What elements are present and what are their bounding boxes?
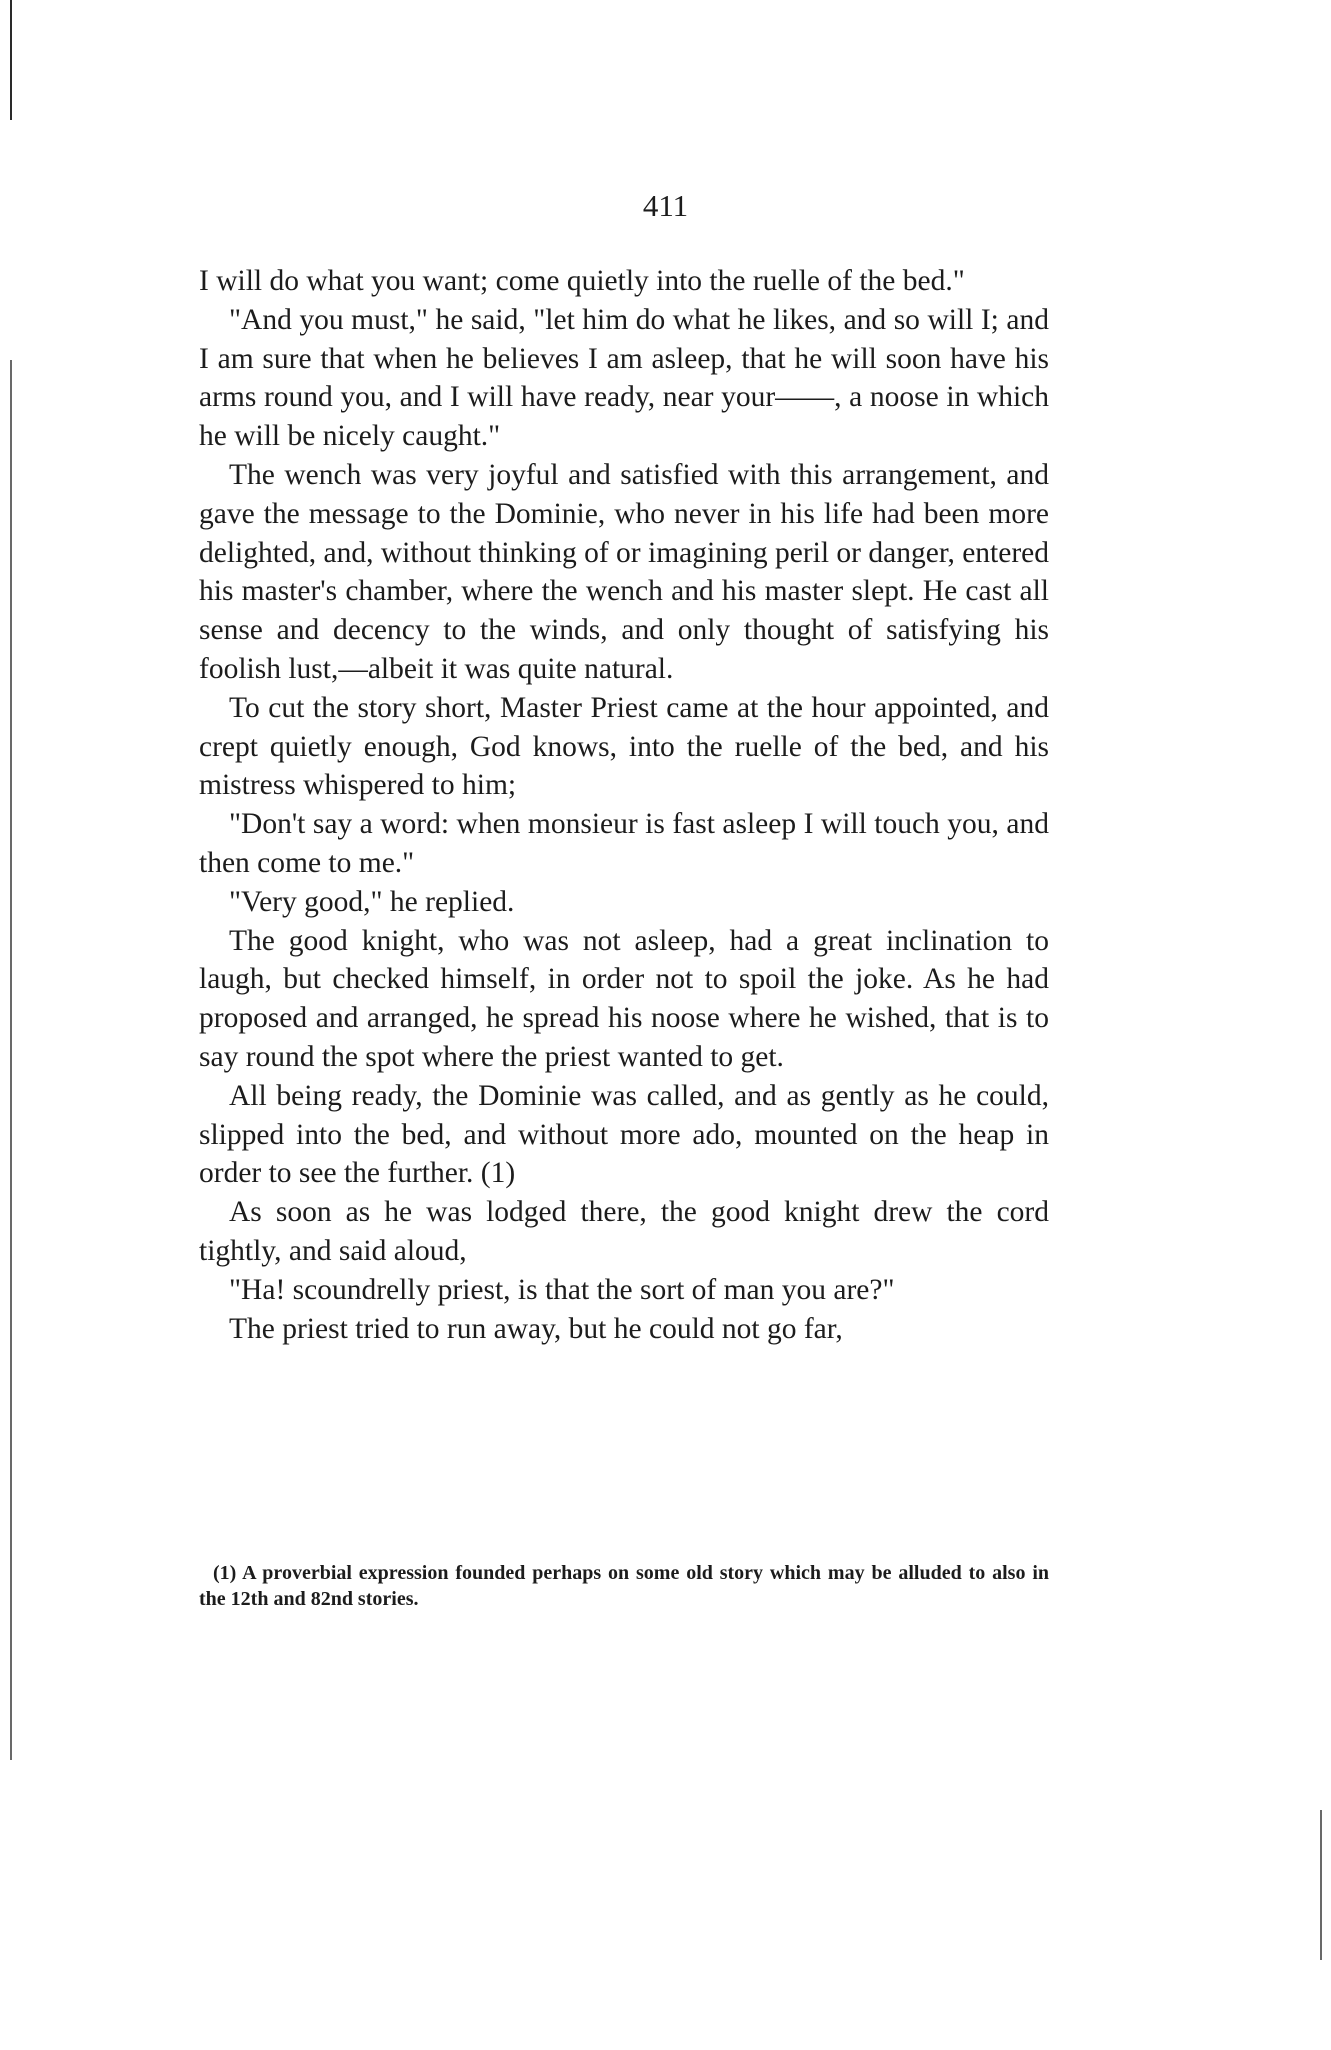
paragraph-4: To cut the story short, Master Priest came at the hour appointed, and crept quietly enough, God knows, into the ruelle of the bed, and his mistress whispered to him;: [199, 691, 1049, 802]
paragraph-11: The priest tried to run away, but he could not go far,: [229, 1312, 843, 1345]
right-scan-edge: [1320, 1810, 1322, 1960]
paragraph-3: The wench was very joyful and satisfied with this arrangement, and gave the message to the Dominie, who never in his life had been more delighted, and, without thinking of or imagining peril or danger, entered his master's chamber, where the wench and his master slept. He cast all sense and decency to the winds, and only thought of satisfying his foolish lust,—albeit it was quite natural.: [199, 458, 1050, 685]
paragraph-5: "Don't say a word: when monsieur is fast asleep I will touch you, and then come to me.": [199, 808, 1049, 879]
paragraph-6: "Very good," he replied.: [229, 885, 515, 918]
left-scan-edge: [10, 0, 12, 120]
paragraph-1: I will do what you want; come quietly into the ruelle of the bed.": [199, 265, 965, 297]
footnote-text: (1) A proverbial expression founded perhaps on some old story which may be alluded to also in the 12th and 82nd stories.: [199, 1562, 1049, 1610]
page-number: 411: [642, 188, 689, 223]
left-scan-edge-lower: [10, 360, 12, 1760]
paragraph-8: All being ready, the Dominie was called, and as gently as he could, slipped into the bed, and without more ado, mounted on the heap in order to see the further. (1): [199, 1079, 1049, 1190]
paragraph-7: The good knight, who was not asleep, had a great inclination to laugh, but checked himself, in order not to spoil the joke. As he had proposed and arranged, he spread his noose where he wished, that is to say round the spot where the priest wanted to get.: [199, 924, 1049, 1073]
body-text: [199, 262, 1049, 1348]
paragraph-9: As soon as he was lodged there, the good knight drew the cord tightly, and said aloud,: [199, 1196, 1049, 1267]
footnote: [199, 1560, 1049, 1612]
paragraph-10: "Ha! scoundrelly priest, is that the sort of man you are?": [229, 1273, 895, 1306]
paragraph-2: "And you must," he said, "let him do what he likes, and so will I; and I am sure that when he believes I am asleep, that he will soon have his arms round you, and I will have ready, near your——, a noose in which he will be nicely caught.": [199, 303, 1049, 453]
